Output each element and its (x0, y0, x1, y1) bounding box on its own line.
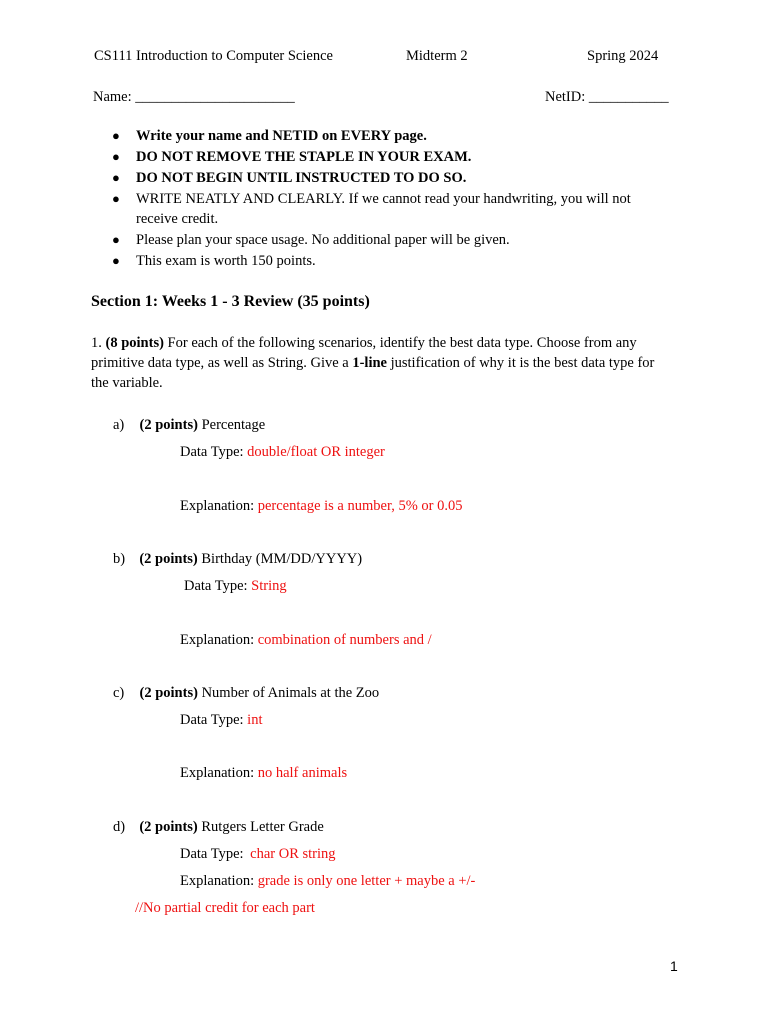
question-text: For each of the following scenarios, identify the best data type. Choose from any (167, 335, 637, 351)
section-title: Section 1: Weeks 1 - 3 Review (35 points) (91, 293, 370, 310)
question-number: 1. (91, 335, 102, 351)
bullet-icon: ● (112, 232, 120, 247)
data-type-answer: int (247, 712, 263, 728)
netid-field (545, 89, 669, 106)
grading-note: //No partial credit for each part (135, 900, 315, 916)
explanation-label: Explanation: (180, 765, 255, 781)
part-a-data-type (180, 444, 385, 461)
bullet-icon: ● (112, 128, 120, 143)
part-b-explanation (180, 632, 432, 649)
part-a-heading (113, 417, 265, 434)
name-label: Name: (93, 89, 132, 105)
bullet-icon: ● (112, 149, 120, 164)
question-1-line-1 (91, 335, 637, 352)
page-number: 1 (670, 958, 678, 974)
part-title: Rutgers Letter Grade (201, 819, 324, 835)
part-c-data-type (180, 712, 262, 729)
instruction-item: DO NOT REMOVE THE STAPLE IN YOUR EXAM. (136, 149, 472, 165)
part-b-heading (113, 551, 362, 568)
instruction-item: DO NOT BEGIN UNTIL INSTRUCTED TO DO SO. (136, 170, 467, 186)
part-letter: b) (113, 551, 126, 567)
bullet-icon: ● (112, 170, 120, 185)
part-d-heading (113, 819, 324, 836)
netid-blank: ___________ (588, 89, 669, 105)
part-letter: c) (113, 685, 125, 701)
part-a-explanation (180, 498, 462, 515)
explanation-answer: no half animals (257, 765, 348, 781)
part-c-heading (113, 685, 379, 702)
part-letter: a) (113, 417, 125, 433)
part-title: Number of Animals at the Zoo (201, 685, 380, 701)
part-letter: d) (113, 819, 126, 835)
part-title: Percentage (201, 417, 266, 433)
explanation-answer: grade is only one letter + maybe a +/- (257, 873, 476, 889)
part-points: (2 points) (139, 417, 198, 433)
data-type-label: Data Type: (184, 578, 248, 594)
part-points: (2 points) (139, 819, 198, 835)
question-1-line-2 (91, 355, 654, 372)
explanation-label: Explanation: (180, 873, 255, 889)
data-type-label: Data Type: (180, 846, 244, 862)
question-1-line-3: the variable. (91, 375, 163, 391)
question-points: (8 points) (105, 335, 164, 351)
exam-title: Midterm 2 (406, 48, 468, 64)
explanation-label: Explanation: (180, 498, 255, 514)
instruction-item: Please plan your space usage. No additional paper will be given. (136, 232, 510, 248)
course-title: CS111 Introduction to Computer Science (94, 48, 333, 64)
part-c-explanation (180, 765, 347, 782)
data-type-answer: char OR string (250, 846, 336, 862)
data-type-answer: double/float OR integer (247, 444, 385, 460)
part-points: (2 points) (139, 685, 198, 701)
explanation-answer: percentage is a number, 5% or 0.05 (257, 498, 463, 514)
question-text: justification of why it is the best data type for (390, 355, 655, 371)
netid-label: NetID: (545, 89, 586, 105)
name-field (93, 89, 295, 106)
bullet-icon: ● (112, 191, 120, 206)
explanation-label: Explanation: (180, 632, 255, 648)
question-emphasis: 1-line (352, 355, 387, 371)
part-points: (2 points) (139, 551, 198, 567)
data-type-answer: String (251, 578, 287, 594)
part-title: Birthday (MM/DD/YYYY) (201, 551, 363, 567)
instruction-item-continued: receive credit. (136, 211, 219, 227)
part-b-data-type (184, 578, 287, 595)
instruction-item: This exam is worth 150 points. (136, 253, 316, 269)
question-text: primitive data type, as well as String. Give a (91, 355, 349, 371)
bullet-icon: ● (112, 253, 120, 268)
instruction-item: WRITE NEATLY AND CLEARLY. If we cannot read your handwriting, you will not (136, 191, 631, 207)
instruction-item: Write your name and NETID on EVERY page. (136, 128, 427, 144)
exam-term: Spring 2024 (587, 48, 659, 64)
explanation-answer: combination of numbers and / (257, 632, 432, 648)
name-blank: ______________________ (135, 89, 295, 105)
data-type-label: Data Type: (180, 712, 244, 728)
data-type-label: Data Type: (180, 444, 244, 460)
part-d-data-type (180, 846, 336, 863)
part-d-explanation (180, 873, 475, 890)
